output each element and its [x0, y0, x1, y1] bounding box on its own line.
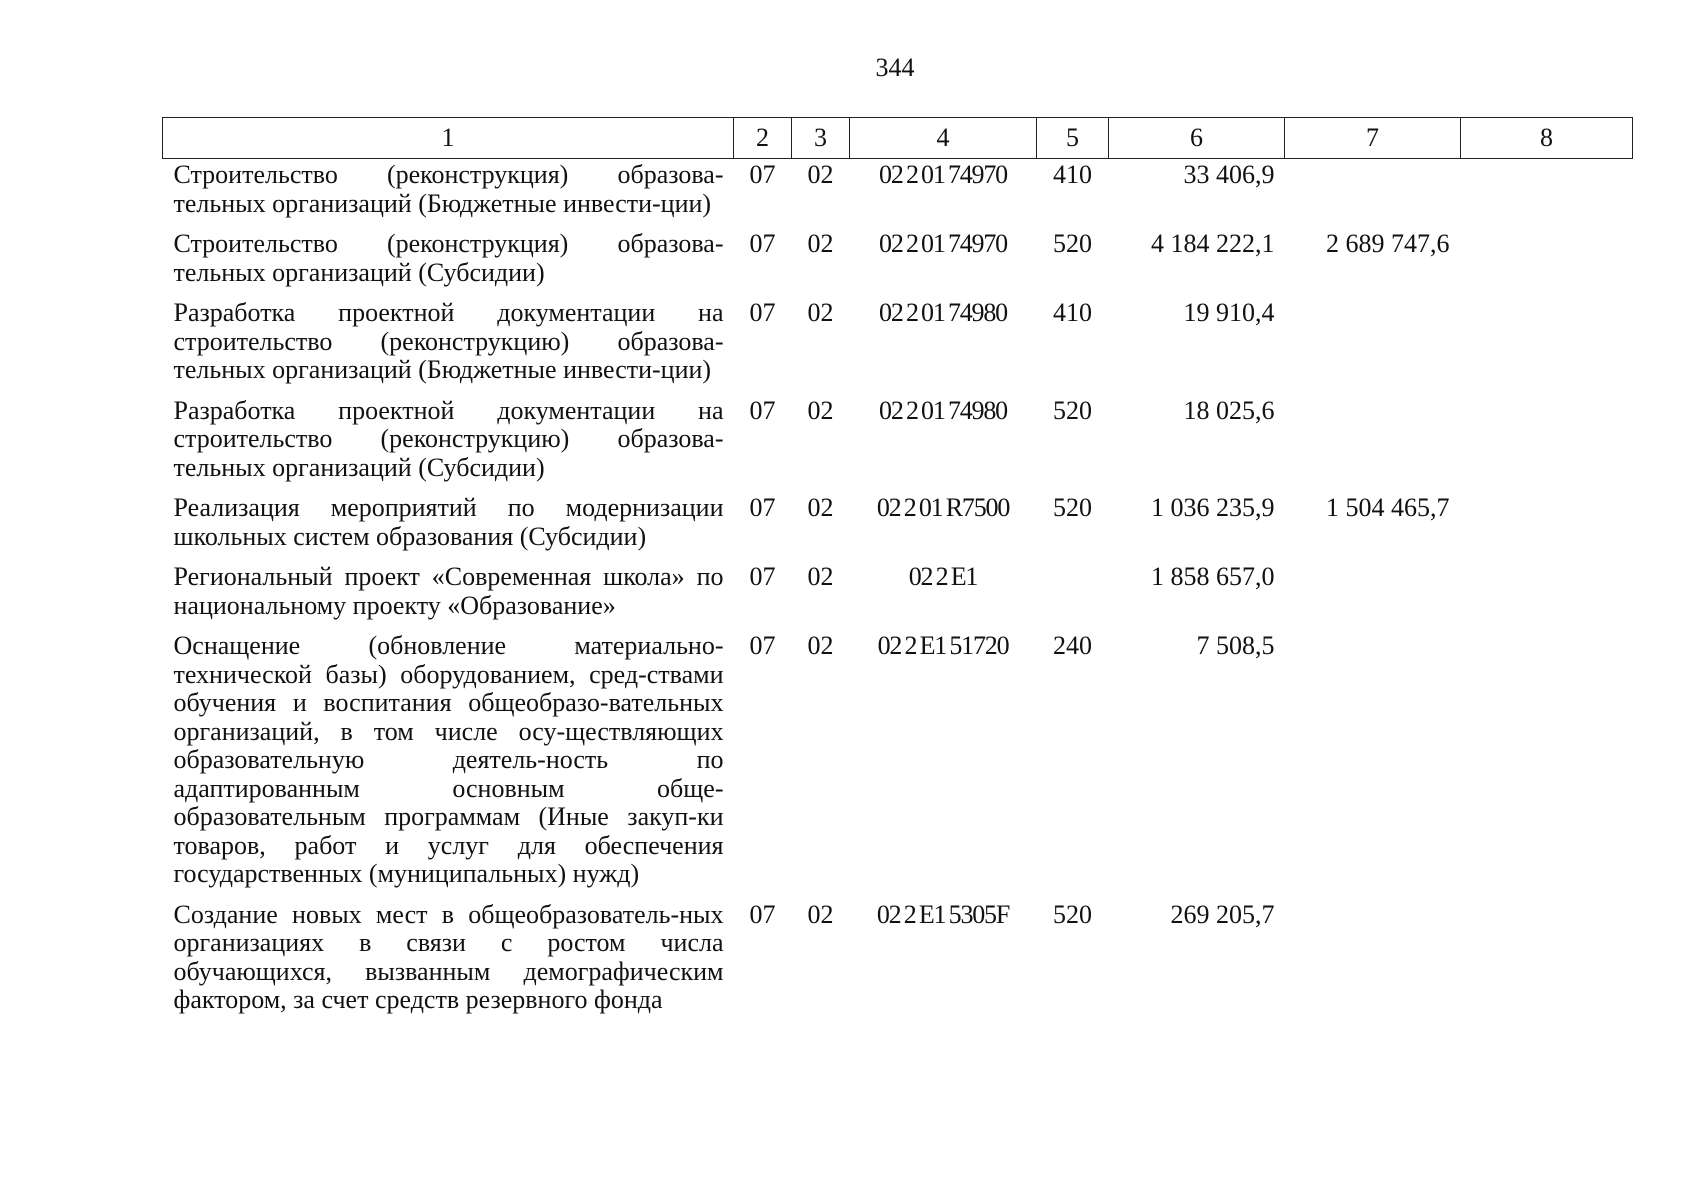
row-amount-7: 2 689 747,6 [1326, 229, 1450, 258]
row-amount-7 [1285, 295, 1461, 393]
row-amount-6: 4 184 222,1 [1151, 229, 1275, 258]
row-subsection: 02 [807, 631, 834, 660]
row-expense-type: 520 [1053, 395, 1092, 425]
table-row [163, 226, 1633, 295]
row-expense-type: 520 [1053, 229, 1092, 258]
row-amount-8 [1461, 393, 1633, 491]
header-row [163, 118, 1633, 159]
table-header [163, 118, 1633, 159]
row-amount-8 [1461, 226, 1633, 295]
row-expense-type [1037, 559, 1109, 628]
row-target-article: 02 2 01 74980 [879, 395, 1007, 425]
row-subsection: 02 [807, 395, 834, 425]
row-subsection: 02 [807, 160, 834, 189]
row-amount-6: 19 910,4 [1183, 298, 1275, 327]
row-subsection: 02 [807, 229, 834, 258]
row-section: 07 [749, 899, 776, 929]
table-row [163, 628, 1633, 897]
row-subsection: 02 [807, 562, 834, 591]
row-amount-8 [1461, 628, 1633, 897]
row-target-article: 02 2 01 74980 [879, 298, 1007, 327]
header-col-5: 5 [1037, 118, 1109, 159]
row-amount-7 [1285, 897, 1461, 1023]
row-amount-6: 1 858 657,0 [1151, 562, 1275, 591]
row-section: 07 [749, 562, 776, 591]
row-section: 07 [749, 493, 776, 522]
header-col-4: 4 [850, 118, 1037, 159]
row-amount-6: 7 508,5 [1196, 631, 1275, 660]
table-row [163, 295, 1633, 393]
row-section: 07 [749, 298, 776, 327]
row-expense-type: 410 [1053, 298, 1092, 327]
row-amount-8 [1461, 897, 1633, 1023]
row-name: Строительство (реконструкция) образова-тельных организаций (Субсидии) [173, 229, 724, 287]
header-col-2: 2 [734, 118, 792, 159]
row-name: Разработка проектной документации на строительство (реконструкцию) образова-тельных организаций (Бюджетные инвести-ции) [173, 298, 724, 384]
row-name: Разработка проектной документации на строительство (реконструкцию) образова-тельных организаций (Субсидии) [173, 395, 724, 482]
row-name: Реализация мероприятий по модернизации школьных систем образования (Субсидии) [173, 493, 724, 551]
table-row [163, 490, 1633, 559]
row-name: Оснащение (обновление материально-технической базы) оборудованием, сред-ствами обучения и воспитания общеобразо-вательных организаций, в том числе осу-ществляющих образовательную деятель-ность по адаптированным основным обще-образовательным программам (Иные закуп-ки товаров, работ и услуг для обеспечения государственных (муниципальных) нужд) [173, 631, 724, 888]
row-expense-type: 520 [1053, 493, 1092, 522]
row-target-article: 02 2 01 74970 [879, 229, 1007, 258]
row-section: 07 [749, 229, 776, 258]
header-col-1: 1 [163, 118, 734, 159]
header-col-6: 6 [1109, 118, 1285, 159]
row-amount-6: 269 205,7 [1170, 899, 1275, 929]
row-amount-7 [1285, 159, 1461, 227]
row-amount-7 [1285, 559, 1461, 628]
row-target-article: 02 2 E1 51720 [877, 631, 1009, 660]
row-subsection: 02 [807, 493, 834, 522]
row-amount-7 [1285, 393, 1461, 491]
row-amount-8 [1461, 295, 1633, 393]
header-col-8: 8 [1461, 118, 1633, 159]
header-col-7: 7 [1285, 118, 1461, 159]
table-row [163, 559, 1633, 628]
row-name: Строительство (реконструкция) образова-тельных организаций (Бюджетные инвести-ции) [173, 160, 724, 218]
row-expense-type: 410 [1053, 160, 1092, 189]
row-amount-6: 1 036 235,9 [1151, 493, 1275, 522]
row-expense-type: 520 [1053, 899, 1092, 929]
row-target-article: 02 2 E1 [908, 562, 978, 591]
table-row [163, 159, 1633, 227]
row-target-article: 02 2 E1 5305F [876, 899, 1010, 929]
row-name: Региональный проект «Современная школа» по национальному проекту «Образование» [173, 562, 724, 620]
row-section: 07 [749, 395, 776, 425]
row-target-article: 02 2 01 74970 [879, 160, 1007, 189]
page-number: 344 [875, 53, 915, 82]
table-row [163, 393, 1633, 491]
table-row [163, 897, 1633, 1023]
row-amount-8 [1461, 159, 1633, 227]
row-section: 07 [749, 631, 776, 660]
row-target-article: 02 2 01 R7500 [876, 493, 1010, 522]
row-amount-6: 18 025,6 [1183, 395, 1275, 425]
row-amount-7: 1 504 465,7 [1326, 493, 1450, 522]
row-subsection: 02 [807, 298, 834, 327]
row-expense-type: 240 [1053, 631, 1092, 660]
row-name: Создание новых мест в общеобразователь-ных организациях в связи с ростом числа обучающихся, вызванным демографическим фактором, за счет средств резервного фонда [173, 899, 724, 1014]
row-section: 07 [749, 160, 776, 189]
row-amount-8 [1461, 490, 1633, 559]
table-body [163, 159, 1633, 1023]
header-col-3: 3 [792, 118, 850, 159]
row-amount-7 [1285, 628, 1461, 897]
row-amount-8 [1461, 559, 1633, 628]
budget-table [162, 117, 1633, 1023]
row-amount-6: 33 406,9 [1183, 160, 1275, 189]
row-subsection: 02 [807, 899, 834, 929]
